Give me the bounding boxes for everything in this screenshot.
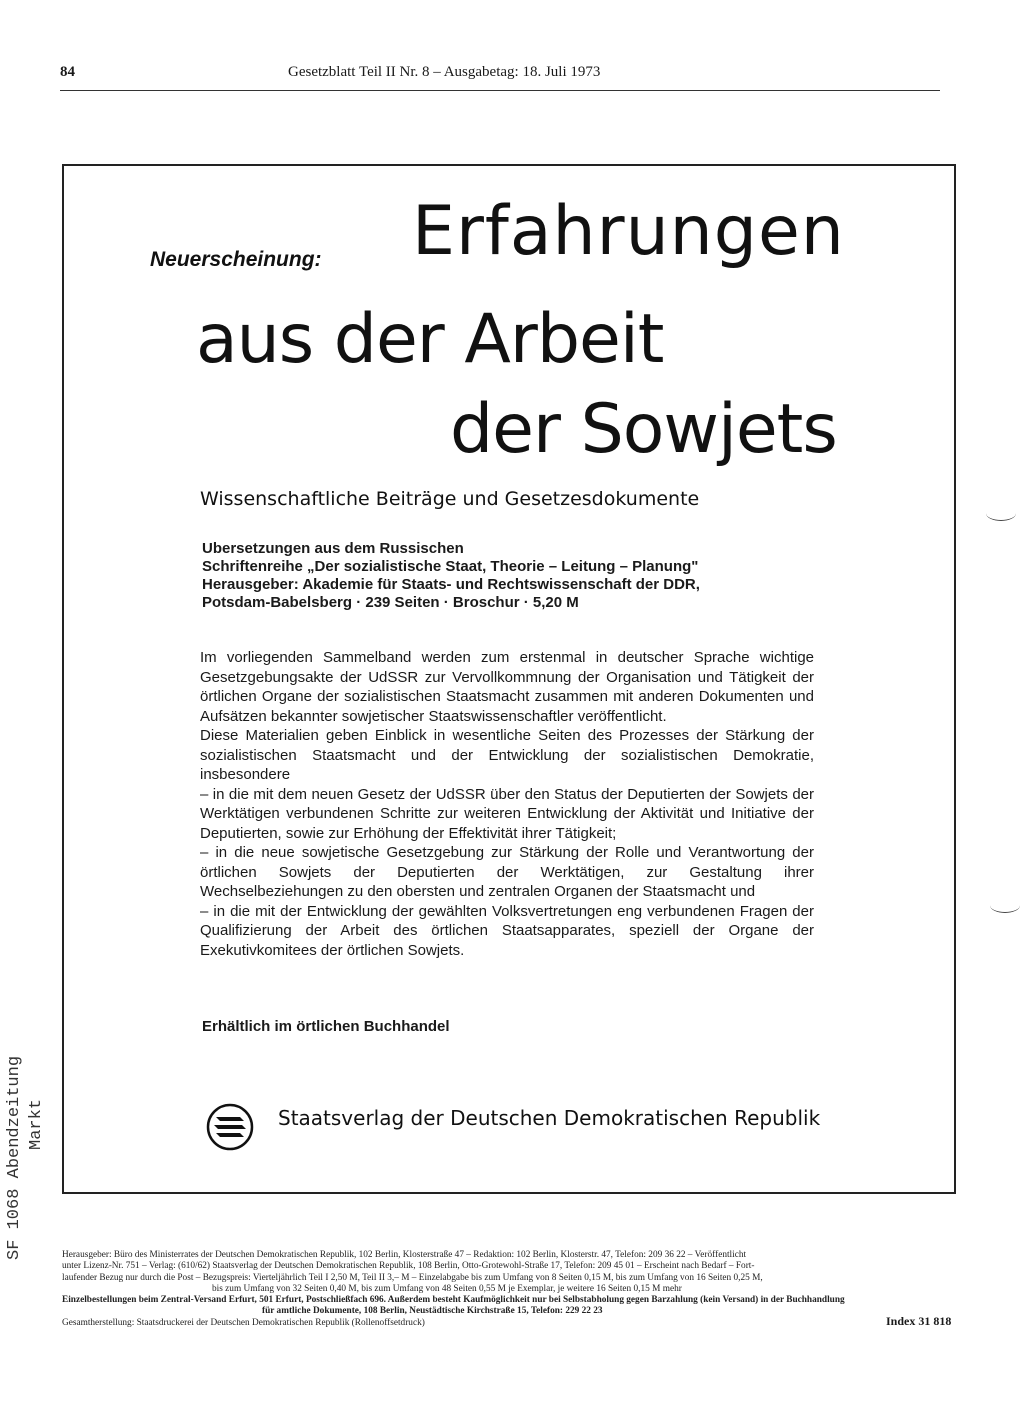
description-list-item: – in die neue sowjetische Gesetzgebung zur Stärkung der Rolle und Verantwortung der örtlichen Sowjets der Deputierten der Werktätigen, zur Gestaltung ihrer Wechselbeziehungen zu den obersten und zentralen Organen der Staatsmacht und: [200, 844, 814, 900]
margin-mark: [986, 506, 1016, 521]
index-number: Index 31 818: [886, 1314, 952, 1328]
margin-archive-stamp: [4, 1055, 60, 1260]
book-description: [200, 648, 814, 960]
imprint-line: laufender Bezug nur durch die Post – Bezugspreis: Vierteljährlich Teil I 2,50 M, Teil II 3,– M – Einzelabgabe bis zum Umfang von 8 Seiten 0,15 M, bis zum Umfang von 16 Seiten 0,25 M,: [62, 1272, 763, 1283]
book-title-line-2: aus der Arbeit: [196, 300, 664, 379]
imprint-line: bis zum Umfang von 32 Seiten 0,40 M, bis zum Umfang von 48 Seiten 0,55 M je Exemplar, je weitere 16 Seiten 0,15 M mehr: [212, 1283, 682, 1294]
book-subtitle: Wissenschaftliche Beiträge und Gesetzesdokumente: [200, 488, 700, 510]
imprint-print-line: Gesamtherstellung: Staatsdruckerei der Deutschen Demokratischen Republik (Rollenoffsetdruck): [62, 1317, 425, 1328]
imprint-line: unter Lizenz-Nr. 751 – Verlag: (610/62) Staatsverlag der Deutschen Demokratischen Republik, 108 Berlin, Otto-Grotewohl-Straße 17, Telefon: 209 45 01 – Erscheint nach Bedarf – Fort-: [62, 1261, 755, 1272]
publisher-name: Staatsverlag der Deutschen Demokratischen Republik: [278, 1106, 821, 1130]
description-paragraph: Diese Materialien geben Einblick in wesentliche Seiten des Prozesses der Stärkung der sozialistischen Staatsmacht und der Entwicklung der sozialistischen Demokratie, insbesondere: [200, 727, 814, 783]
publisher-logo-icon: [206, 1103, 254, 1151]
stamp-line-1: SF 1068 Abendzeitung: [5, 1055, 24, 1260]
detail-translation: Ubersetzungen aus dem Russischen: [202, 540, 464, 557]
new-release-label: Neuerscheinung:: [150, 248, 322, 271]
detail-editor: Herausgeber: Akademie für Staats- und Rechtswissenschaft der DDR,: [202, 576, 700, 593]
description-paragraph: Im vorliegenden Sammelband werden zum erstenmal in deutscher Sprache wichtige Gesetzgebungsakte der UdSSR zur Vervollkommnung der Organisation und Tätigkeit der örtlichen Organe der sozialistischen Staatsmacht zusammen mit anderen Dokumenten und Aufsätzen bekannter sowjetischer Staatswissenschaftler veröffentlicht.: [200, 649, 814, 725]
book-details: [202, 540, 842, 612]
description-list-item: – in die mit der Entwicklung der gewählten Volksvertretungen eng verbundenen Fragen der Qualifizierung der Arbeit des örtlichen Staatsapparates, speziell der Organe der Exekutivkomitees der örtlichen Sowjets.: [200, 902, 814, 959]
imprint-footer: [62, 1250, 958, 1329]
description-list-item: – in die mit dem neuen Gesetz der UdSSR über den Status der Deputierten der Sowjets der Werktätigen verbundenen Schritte zur weiteren Entwicklung der Aktivität und Initiative der Deputierten, sowie zur Erhöhung der Effektivität ihrer Tätigkeit;: [200, 785, 814, 842]
gazette-header-title: Gesetzblatt Teil II Nr. 8 – Ausgabetag: 18. Juli 1973: [288, 64, 601, 80]
page-header: [60, 60, 940, 91]
availability-note: Erhältlich im örtlichen Buchhandel: [202, 1018, 450, 1035]
imprint-order-line: für amtliche Dokumente, 108 Berlin, Neustädtische Kirchstraße 15, Telefon: 229 22 23: [262, 1306, 603, 1317]
book-title-line-1: Erfahrungen: [412, 192, 845, 271]
book-title-line-3: der Sowjets: [450, 390, 837, 469]
margin-mark: [990, 898, 1020, 913]
imprint-order-line: Einzelbestellungen beim Zentral-Versand Erfurt, 501 Erfurt, Postschließfach 696. Außerdem besteht Kaufmöglichkeit nur bei Selbstabholung gegen Barzahlung (kein Versand) in der Buchhandlung: [62, 1295, 845, 1306]
stamp-line-2: Markt: [27, 1098, 46, 1150]
detail-pages-price: Potsdam-Babelsberg · 239 Seiten · Broschur · 5,20 M: [202, 594, 579, 611]
imprint-line: Herausgeber: Büro des Ministerrates der Deutschen Demokratischen Republik, 102 Berlin, Klosterstraße 47 – Redaktion: 102 Berlin, Klosterstr. 47, Telefon: 209 36 22 – Veröffentlicht: [62, 1250, 747, 1260]
detail-series: Schriftenreihe „Der sozialistische Staat, Theorie – Leitung – Planung": [202, 558, 699, 575]
page-number: 84: [60, 64, 75, 80]
